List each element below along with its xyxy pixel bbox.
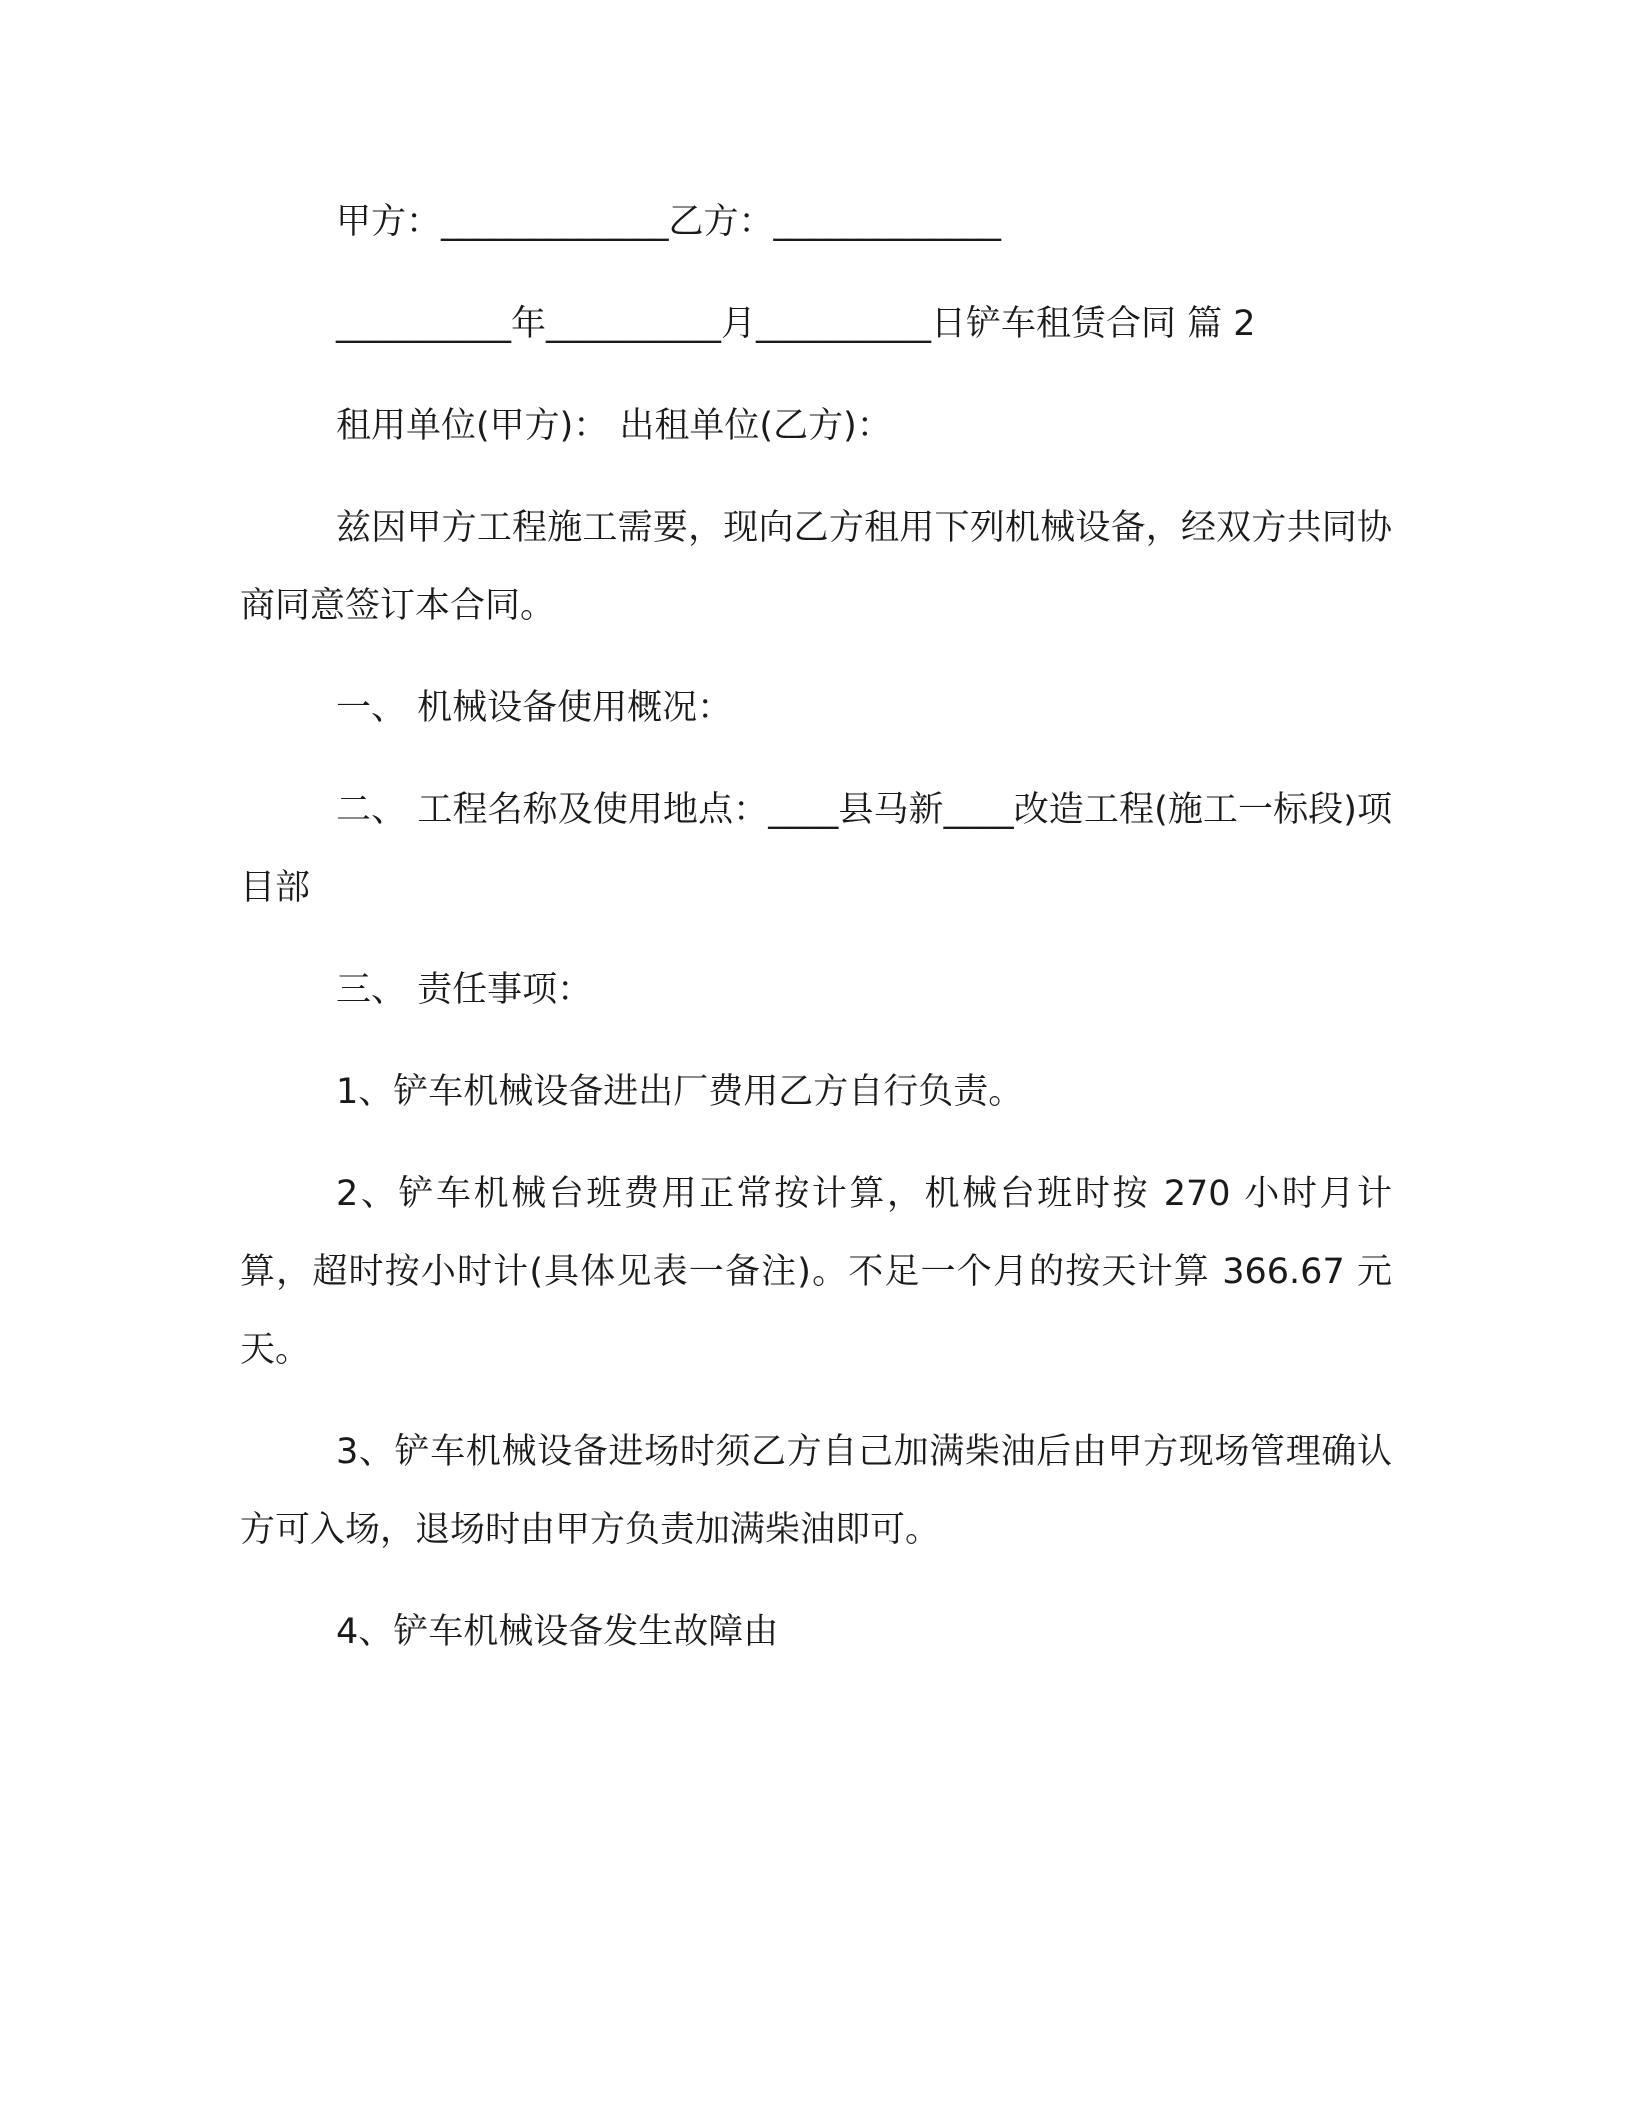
contract-intro-paragraph: 兹因甲方工程施工需要，现向乙方租用下列机械设备，经双方共同协商同意签订本合同。: [240, 508, 1392, 626]
party-signature-line: 甲方：_____________乙方：_____________: [336, 202, 1002, 242]
clause-2: 2、铲车机械台班费用正常按计算，机械台班时按 270 小时月计算，超时按小时计(具体见表一备注)。不足一个月的按天计算 366.67 元天。: [240, 1174, 1392, 1370]
clause-1: 1、铲车机械设备进出厂费用乙方自行负责。: [336, 1072, 1024, 1112]
date-title-line: __________年__________月__________日铲车租赁合同 篇 2: [336, 304, 1256, 344]
document-body: [240, 183, 1392, 1695]
section-3-heading: 三、 责任事项：: [336, 970, 593, 1010]
clause-3: 3、铲车机械设备进场时须乙方自己加满柴油后由甲方现场管理确认方可入场，退场时由甲方负责加满柴油即可。: [240, 1432, 1392, 1550]
section-1-heading: 一、 机械设备使用概况：: [336, 688, 733, 728]
section-2-paragraph: 二、 工程名称及使用地点：____县马新____改造工程(施工一标段)项目部: [240, 790, 1392, 908]
clause-4: 4、铲车机械设备发生故障由: [336, 1612, 779, 1652]
rental-parties-line: 租用单位(甲方)： 出租单位(乙方)：: [336, 406, 892, 446]
